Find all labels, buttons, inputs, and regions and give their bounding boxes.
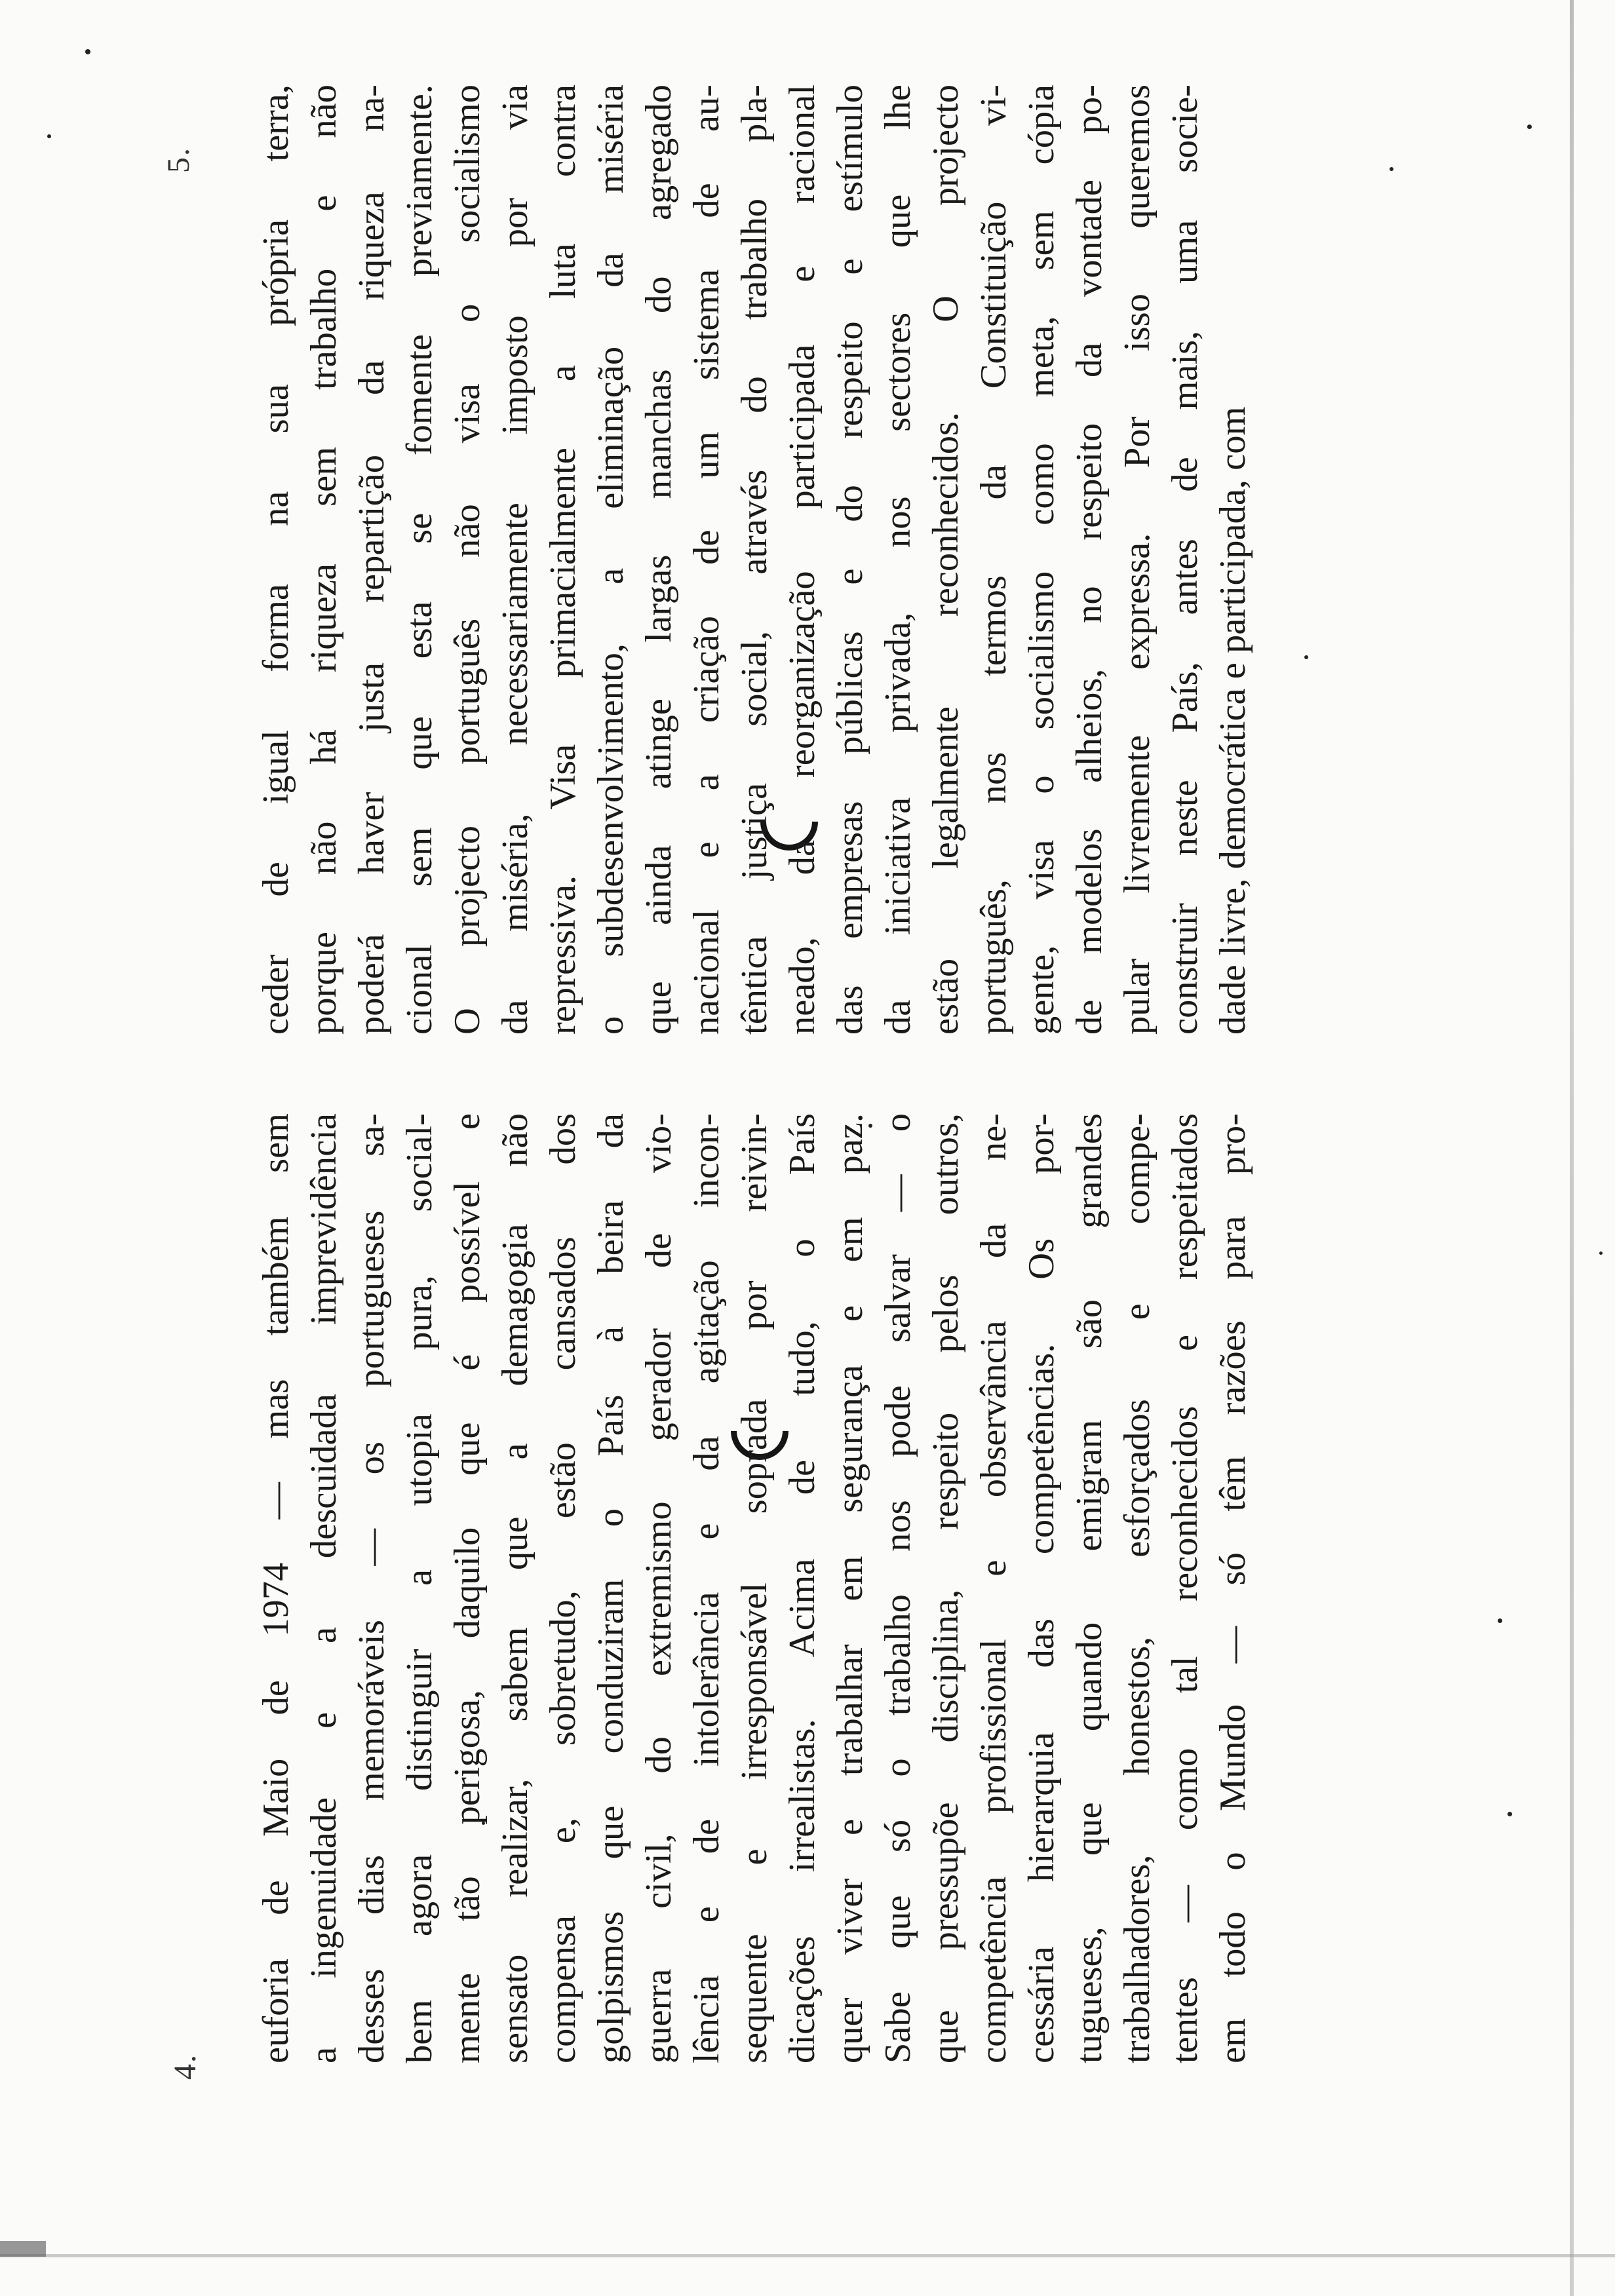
text-line: dicações irrealistas. Acima de tudo, o País bbox=[782, 1113, 823, 2063]
text-line: tentes — como tal reconhecidos e respeitados bbox=[1165, 1113, 1205, 2063]
page-number-right: 5. bbox=[161, 147, 196, 173]
text-line: compensa e, sobretudo, estão cansados dos bbox=[543, 1113, 583, 2063]
text-line: competência profissional e observância da ne- bbox=[973, 1113, 1014, 2063]
text-line: das empresas públicas e do respeito e estímulo bbox=[830, 85, 870, 1035]
text-line: construir neste País, antes de mais, uma socie- bbox=[1165, 85, 1205, 1035]
text-line: de modelos alheios, no respeito da vontade po- bbox=[1069, 85, 1110, 1035]
text-line: repressiva. Visa primacialmente a luta contra bbox=[543, 85, 583, 1035]
text-line: têntica justiça social, através do trabalho pla- bbox=[734, 85, 775, 1035]
right-page-text bbox=[252, 85, 1257, 1035]
text-line: a ingenuidade e a descuidada imprevidência bbox=[303, 1113, 344, 2063]
text-line: euforia de Maio de 1974 — mas também sem bbox=[256, 1113, 296, 2063]
text-line: cional sem que esta se fomente previamente. bbox=[399, 85, 440, 1035]
text-line: gente, visa o socialismo como meta, sem cópia bbox=[1021, 85, 1062, 1035]
text-line: nacional e a criação de um sistema de au- bbox=[686, 85, 727, 1035]
text-line: quer viver e trabalhar em segurança e em paz. bbox=[830, 1113, 870, 2063]
text-line: poderá haver justa repartição da riqueza na- bbox=[351, 85, 392, 1035]
text-line: português, nos termos da Constituição vi- bbox=[973, 85, 1014, 1035]
text-line: o subdesenvolvimento, a eliminação da miséria bbox=[591, 85, 631, 1035]
left-page-text bbox=[252, 1113, 1257, 2063]
text-line: da miséria, necessariamente imposto por via bbox=[495, 85, 535, 1035]
text-line: desses dias memoráveis — os portugueses sa- bbox=[351, 1113, 392, 2063]
text-line: mente tão perigosa, daquilo que é possível e bbox=[447, 1113, 488, 2063]
text-line: porque não há riqueza sem trabalho e não bbox=[303, 85, 344, 1035]
text-line: neado, da reorganização participada e racional bbox=[782, 85, 823, 1035]
text-line: lência e de intolerância e da agitação incon- bbox=[686, 1113, 727, 2063]
text-line: pular livremente expressa. Por isso queremos bbox=[1117, 85, 1158, 1035]
text-line: dade livre, democrática e participada, com bbox=[1213, 406, 1253, 1035]
text-line: Sabe que só o trabalho nos pode salvar — o bbox=[878, 1113, 918, 2063]
text-line: O projecto português não visa o socialismo bbox=[447, 85, 488, 1035]
page-number-left: 4. bbox=[168, 2054, 203, 2080]
text-line: que pressupõe disciplina, respeito pelos outros, bbox=[925, 1113, 966, 2063]
text-line: guerra civil, do extremismo gerador de vio- bbox=[638, 1113, 679, 2063]
text-line: golpismos que conduziram o País à beira da bbox=[591, 1113, 631, 2063]
text-line: bem agora distinguir a utopia pura, social- bbox=[399, 1113, 440, 2063]
text-line: trabalhadores, honestos, esforçados e compe- bbox=[1117, 1113, 1158, 2063]
text-line: que ainda atinge largas manchas do agregado bbox=[638, 85, 679, 1035]
text-line: ceder de igual forma na sua própria terra, bbox=[256, 85, 296, 1035]
text-line: em todo o Mundo — só têm razões para pro- bbox=[1213, 1113, 1253, 2063]
text-line: tugueses, que quando emigram são grandes bbox=[1069, 1113, 1110, 2063]
text-line: sequente e irresponsável soprada por reivin- bbox=[734, 1113, 775, 2063]
text-line: da iniciativa privada, nos sectores que lhe bbox=[878, 85, 918, 1035]
text-line: estão legalmente reconhecidos. O projecto bbox=[925, 85, 966, 1035]
text-line: sensato realizar, sabem que a demagogia não bbox=[495, 1113, 535, 2063]
text-line: cessária hierarquia das competências. Os por- bbox=[1021, 1113, 1062, 2063]
